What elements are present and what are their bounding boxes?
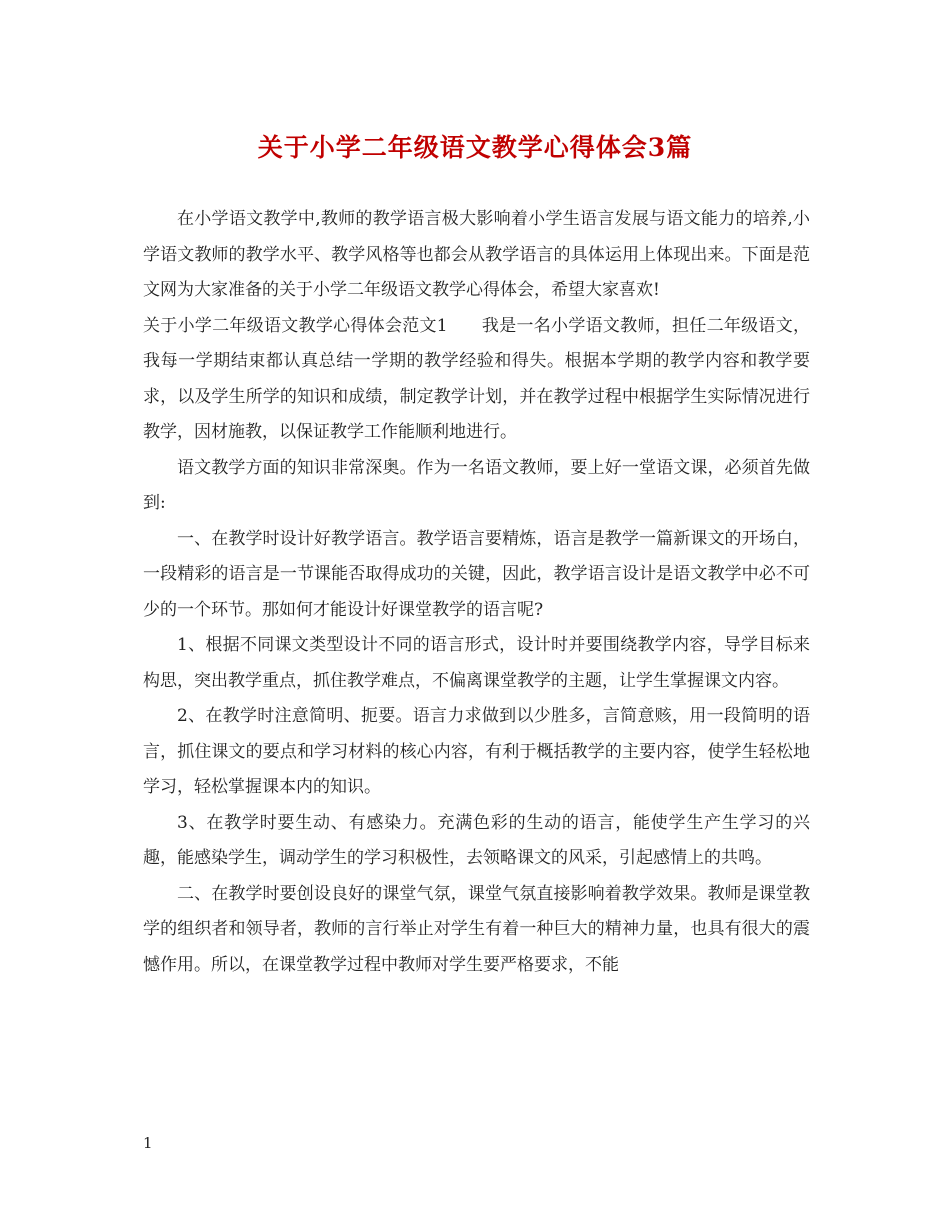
body-paragraph-6: 二、在教学时要创设良好的课堂气氛，课堂气氛直接影响着教学效果。教师是课堂教学的组织者和领导者，教师的言行举止对学生有着一种巨大的精神力量，也具有很大的震憾作用。所以，在课堂教学过程中教师对学生要严格要求，不能 xyxy=(143,883,810,975)
intro-paragraph: 在小学语文教学中,教师的教学语言极大影响着小学生语言发展与语文能力的培养,小学语文教师的教学水平、教学风格等也都会从教学语言的具体运用上体现出来。下面是范文网为大家准备的关于小学二年级语文教学心得体会，希望大家喜欢! xyxy=(143,209,810,300)
sample-first-text: 我是一名小学语文教师，担任二年级语文，我每一学期结束都认真总结一学期的教学经验和得失。根据本学期的教学内容和教学要求，以及学生所学的知识和成绩，制定教学计划，并在教学过程中根据学生实际情况进行教学，因材施教，以保证教学工作能顺利地进行。 xyxy=(143,315,810,442)
sample-heading: 关于小学二年级语文教学心得体会范文1 xyxy=(143,315,448,336)
sample-paragraph xyxy=(143,309,810,451)
body-paragraph-4: 2、在教学时注意简明、扼要。语言力求做到以少胜多，言简意赅，用一段简明的语言，抓住课文的要点和学习材料的核心内容，有利于概括教学的主要内容，使学生轻松地学习，轻松掌握课本内的知识。 xyxy=(143,706,810,797)
body-paragraph-3: 1、根据不同课文类型设计不同的语言形式，设计时并要围绕教学内容，导学目标来构思，突出教学重点，抓住教学难点，不偏离课堂教学的主题，让学生掌握课文内容。 xyxy=(143,635,810,691)
body-paragraph-2: 一、在教学时设计好教学语言。教学语言要精炼，语言是教学一篇新课文的开场白，一段精彩的语言是一节课能否取得成功的关键，因此，教学语言设计是语文教学中必不可少的一个环节。那如何才能设计好课堂教学的语言呢? xyxy=(143,528,810,620)
document-title: 关于小学二年级语文教学心得体会3篇 xyxy=(257,133,693,162)
body-paragraph-1: 语文教学方面的知识非常深奥。作为一名语文教师，要上好一堂语文课，必须首先做到: xyxy=(143,457,810,513)
document-body xyxy=(143,202,810,983)
page-number: 1 xyxy=(143,1134,153,1152)
body-paragraph-5: 3、在教学时要生动、有感染力。充满色彩的生动的语言，能使学生产生学习的兴趣，能感染学生，调动学生的学习积极性，去领略课文的风采，引起感情上的共鸣。 xyxy=(143,812,810,868)
